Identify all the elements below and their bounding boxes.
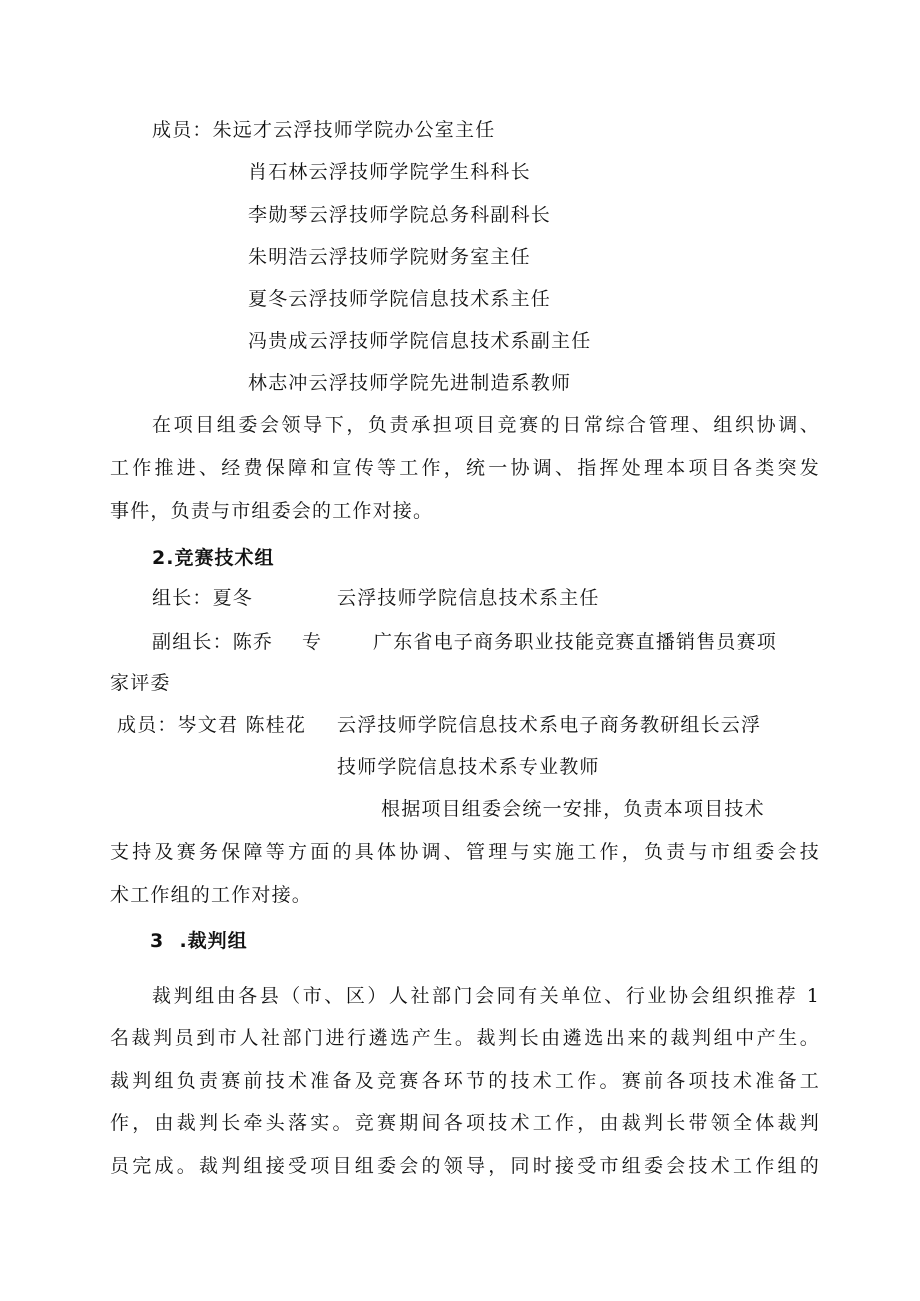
duty-paragraph-line: 支持及赛务保障等方面的具体协调、管理与实施工作，负责与市组委会技	[110, 841, 820, 863]
duty-paragraph-line: 根据项目组委会统一安排，负责本项目技术	[381, 798, 765, 820]
leader-title: 云浮技师学院信息技术系主任	[337, 587, 600, 609]
deputy-label: 副组长：陈乔	[152, 631, 274, 653]
leader-label: 组长：夏冬	[152, 587, 254, 609]
deputy-title: 广东省电子商务职业技能竞赛直播销售员赛项	[373, 631, 778, 653]
members-title-cont: 技师学院信息技术系专业教师	[337, 756, 600, 778]
body-paragraph-line: 裁判组负责赛前技术准备及竞赛各环节的技术工作。赛前各项技术准备工	[110, 1070, 820, 1092]
body-paragraph-line: 名裁判员到市人社部门进行遴选产生。裁判长由遴选出来的裁判组中产生。	[110, 1027, 820, 1049]
duty-paragraph-line: 工作推进、经费保障和宣传等工作，统一协调、指挥处理本项目各类突发	[110, 457, 820, 479]
members-label: 成员：岑文君 陈桂花	[117, 714, 307, 736]
member-line: 夏冬云浮技师学院信息技术系主任	[248, 288, 552, 310]
duty-paragraph-line: 事件，负责与市组委会的工作对接。	[110, 500, 434, 522]
duty-paragraph-line: 术工作组的工作对接。	[110, 884, 313, 906]
member-line: 林志冲云浮技师学院先进制造系教师	[248, 372, 572, 394]
member-line: 冯贵成云浮技师学院信息技术系副主任	[248, 330, 592, 352]
section-heading: 2.竞赛技术组	[152, 547, 275, 569]
deputy-prefix: 专	[302, 631, 323, 653]
duty-paragraph-line: 在项目组委会领导下，负责承担项目竞赛的日常综合管理、组织协调、	[152, 414, 820, 436]
members-label: 成员：朱远才云浮技师学院办公室主任	[152, 119, 496, 141]
members-title: 云浮技师学院信息技术系电子商务教研组长云浮	[337, 714, 762, 736]
member-line: 肖石林云浮技师学院学生科科长	[248, 161, 531, 183]
body-paragraph-line: 裁判组由各县（市、区）人社部门会同有关单位、行业协会组织推荐 1	[152, 985, 820, 1007]
member-line: 朱明浩云浮技师学院财务室主任	[248, 246, 531, 268]
section-heading: 3 .裁判组	[150, 930, 248, 952]
deputy-title-cont: 家评委	[110, 672, 171, 694]
body-paragraph-line: 员完成。裁判组接受项目组委会的领导，同时接受市组委会技术工作组的	[110, 1155, 820, 1177]
member-line: 李勋琴云浮技师学院总务科副科长	[248, 204, 552, 226]
body-paragraph-line: 作，由裁判长牵头落实。竞赛期间各项技术工作，由裁判长带领全体裁判	[110, 1112, 820, 1134]
